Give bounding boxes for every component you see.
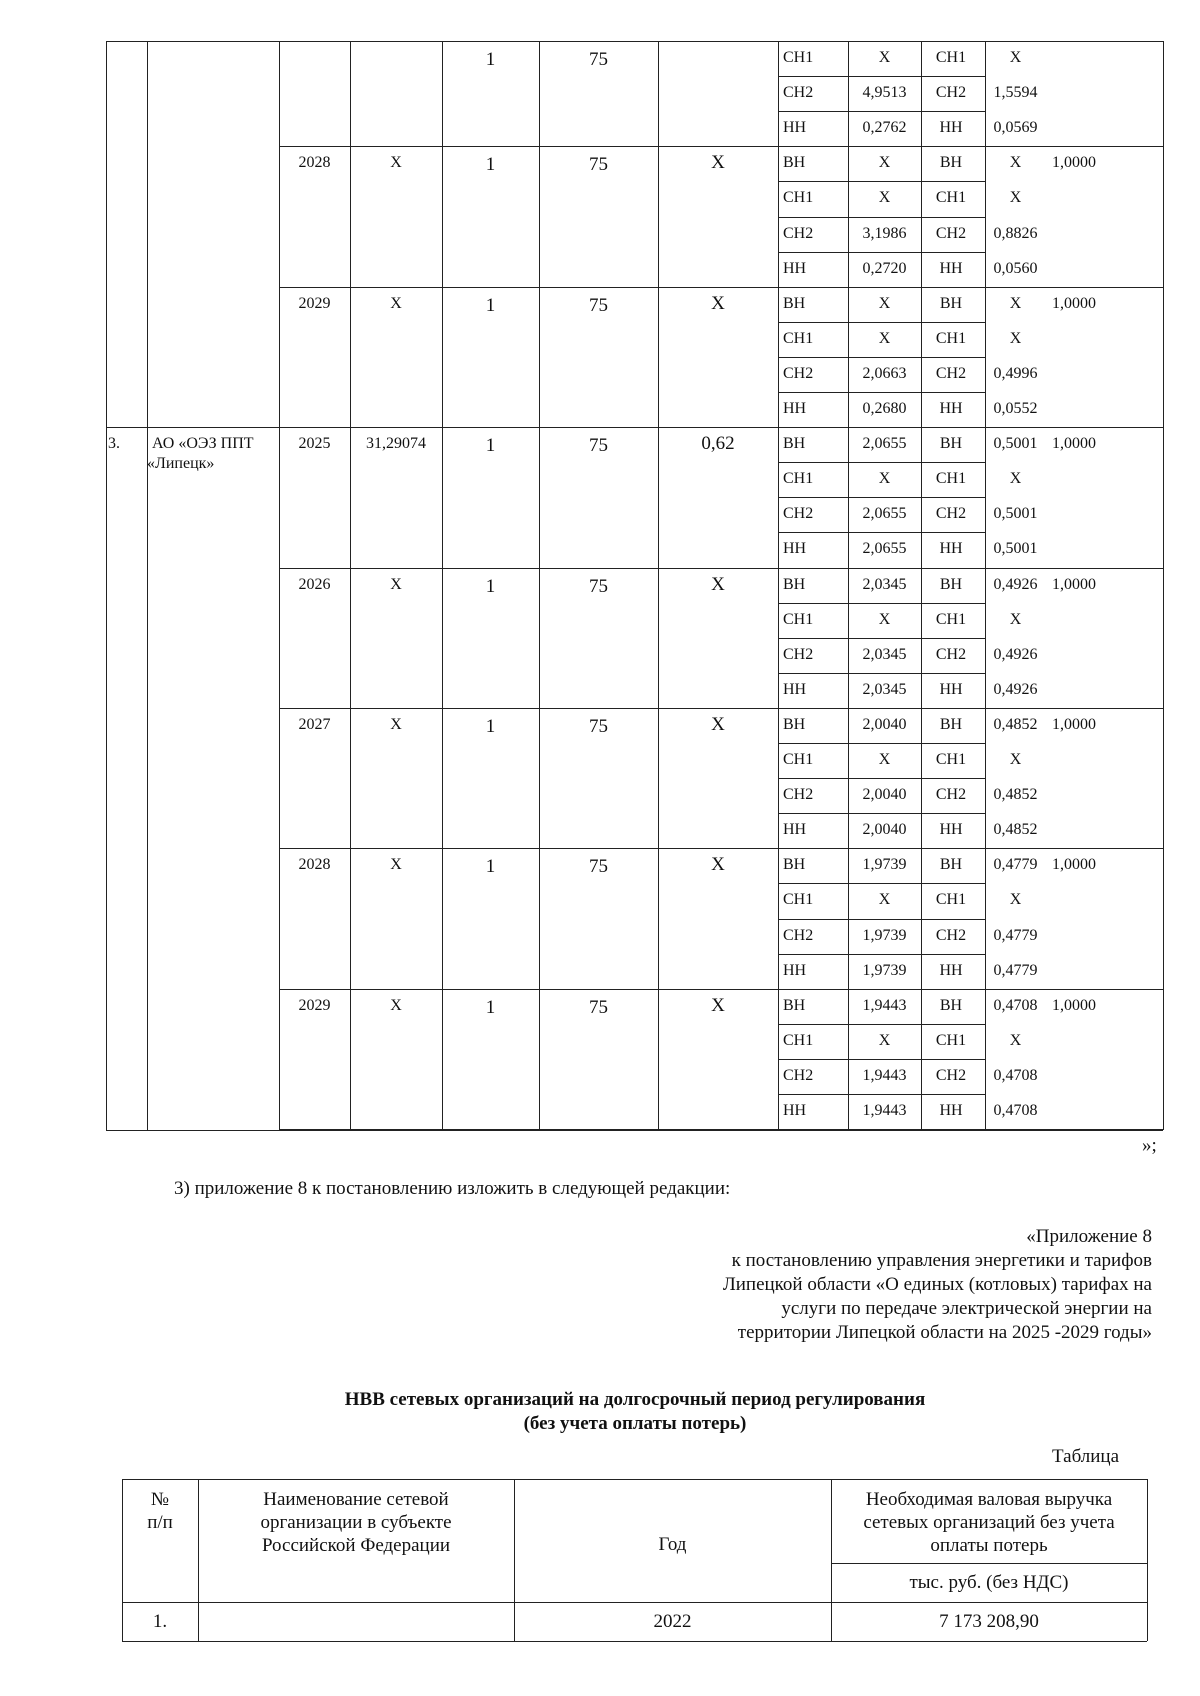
table-rule [778,883,985,884]
coefficient-cell: 1,0000 [1052,294,1096,312]
table-rule [778,497,985,498]
value-cell: 0,62 [701,433,735,455]
value-cell: 75 [589,996,608,1018]
rate-value: X [1009,329,1022,347]
table-rule [778,1094,985,1095]
row-year: 2022 [653,1611,692,1632]
voltage-level: СН1 [783,189,814,207]
rate-value: 2,0663 [862,364,907,382]
table-rule [778,1024,985,1025]
voltage-level: НН [939,680,963,698]
rate-value: 1,9443 [862,1066,907,1084]
voltage-level: СН1 [783,751,814,768]
value-cell: 1 [485,49,496,70]
voltage-level: СН1 [783,329,814,347]
voltage-level: СН2 [935,84,967,102]
rate-value: 2,0345 [862,575,907,593]
rate-value: 2,0040 [862,821,907,839]
table-rule [106,41,1163,42]
year-cell: 2029 [298,996,331,1014]
rate-value: 0,4779 [993,961,1038,979]
voltage-level: НН [939,821,963,839]
rate-value: 4,9513 [862,84,907,102]
table-rule [147,41,148,1130]
voltage-level: СН1 [783,891,814,909]
rate-value: 1,9739 [862,856,907,874]
voltage-level: СН2 [935,786,967,804]
table-rule [778,954,985,955]
org-name: «Липецк» [147,455,215,473]
value-cell: 1 [485,715,496,737]
rate-value: X [1009,189,1022,207]
rate-value: 2,0655 [862,505,907,523]
rate-value: 0,4996 [993,364,1038,382]
voltage-level: ВН [939,715,963,733]
table-rule [778,778,985,779]
table-rule [279,427,1163,428]
table-rule [778,41,779,1130]
rate-value: 2,0040 [862,715,907,733]
rate-value: 1,9739 [862,961,907,979]
year-cell: 2028 [298,154,331,172]
coefficient-cell: 1,0000 [1052,575,1096,593]
voltage-level: НН [939,961,963,979]
rate-value: 0,4708 [993,1102,1038,1119]
voltage-level: ВН [939,856,963,874]
value-cell: X [711,573,725,595]
voltage-level: НН [783,821,807,839]
header-org-name [198,1488,514,1557]
voltage-level: СН1 [935,49,967,66]
value-cell: X [711,854,725,876]
table-rule [778,181,985,182]
rate-value: X [1009,154,1022,172]
voltage-level: НН [783,961,807,979]
rate-value: 1,9443 [862,996,907,1014]
table-rule [778,217,985,218]
year-cell: 2025 [298,435,331,453]
appendix-header [532,1225,1152,1345]
table-rule [279,287,1163,288]
header-nvv-line: Необходимая валовая выручка [865,1489,1113,1510]
table-label: Таблица [1052,1446,1120,1467]
rate-value: 0,5001 [993,435,1038,453]
value-cell: 1 [485,575,496,597]
table-rule [778,813,985,814]
rate-value: X [1009,1031,1022,1049]
header-num-line: № [150,1489,170,1510]
voltage-level: СН1 [783,610,814,628]
voltage-level: НН [939,119,963,137]
voltage-level: СН2 [935,645,967,663]
voltage-level: НН [939,1102,963,1119]
rate-value: X [878,189,891,207]
rate-value: 0,2680 [862,400,907,417]
rate-value: X [878,1031,891,1049]
appendix-header-line: услуги по передаче электрической энергии на [781,1298,1152,1319]
table-rule [778,1059,985,1060]
table-rule [279,568,1163,569]
voltage-level: ВН [939,435,963,453]
org-number: 3. [108,435,120,453]
table-rule [778,252,985,253]
nvv-cell: X [390,856,402,874]
rate-value: 1,9443 [862,1102,907,1119]
voltage-level: СН1 [935,751,967,768]
voltage-level: СН1 [783,1031,814,1049]
table-rule [279,989,1163,990]
coefficient-cell: 1,0000 [1052,435,1096,453]
value-cell: 75 [589,856,608,878]
nvv-cell: 31,29074 [366,435,426,453]
voltage-level: СН2 [783,224,814,242]
voltage-level: НН [939,400,963,417]
rate-value: 0,5001 [993,540,1038,558]
table-rule [106,427,279,428]
value-cell: 75 [589,575,608,597]
voltage-level: НН [783,540,807,558]
rate-value: X [878,329,891,347]
table-rule [778,532,985,533]
rate-value: 0,0552 [993,400,1038,417]
header-org-name-line: Российской Федерации [261,1535,451,1556]
rate-value: 0,8826 [993,224,1038,242]
voltage-level: СН2 [783,926,814,944]
voltage-level: ВН [783,575,806,593]
table-rule [778,462,985,463]
amendment-text: 3) приложение 8 к постановлению изложить в следующей редакции: [174,1178,731,1199]
rate-value: X [878,470,891,488]
voltage-level: СН2 [783,645,814,663]
nvv-cell: X [390,996,402,1014]
appendix-header-line: к постановлению управления энергетики и тарифов [731,1250,1152,1271]
value-cell: 1 [485,294,496,316]
table-rule [279,146,1163,147]
document-title: НВВ сетевых организаций на долгосрочный период регулирования [344,1389,926,1410]
table-rule [778,603,985,604]
header-year: Год [658,1534,687,1555]
table-rule [778,357,985,358]
rate-value: 2,0345 [862,680,907,698]
document-subtitle: (без учета оплаты потерь) [523,1413,747,1434]
value-cell: 75 [589,435,608,457]
voltage-level: СН2 [935,224,967,242]
rate-value: X [878,610,891,628]
value-cell: X [711,713,725,735]
nvv-cell: X [390,575,402,593]
rate-value: 0,2762 [862,119,907,137]
appendix-header-line: Липецкой области «О единых (котловых) тарифах на [722,1274,1152,1295]
table-rule [279,708,1163,709]
rate-value: 3,1986 [862,224,907,242]
value-cell: X [711,292,725,314]
org-name: АО «ОЭЗ ППТ [152,435,254,453]
voltage-level: ВН [783,996,806,1014]
rate-value: X [1009,751,1022,768]
header-nvv-line: сетевых организаций без учета [863,1512,1115,1533]
rate-value: X [878,751,891,768]
table-rule [1163,41,1164,1130]
rate-value: 0,4852 [993,715,1038,733]
rate-value: 0,4708 [993,1066,1038,1084]
row-num: 1. [152,1611,168,1632]
rate-value: 0,0569 [993,119,1038,137]
voltage-level: ВН [939,996,963,1014]
nvv-cell: X [390,154,402,172]
coefficient-cell: 1,0000 [1052,154,1096,172]
appendix-header-line: территории Липецкой области на 2025 -2029 годы» [737,1322,1152,1343]
voltage-level: СН2 [783,84,814,102]
voltage-level: СН2 [783,505,814,523]
voltage-level: ВН [783,715,806,733]
rate-value: 1,5594 [993,84,1038,102]
rate-value: 0,4926 [993,645,1038,663]
coefficient-cell: 1,0000 [1052,996,1096,1014]
value-cell: 75 [589,49,608,70]
rate-value: 0,0560 [993,259,1038,277]
value-cell: 1 [485,856,496,878]
nvv-cell: X [390,715,402,733]
voltage-level: ВН [783,154,806,172]
voltage-level: ВН [783,856,806,874]
rate-value: 0,4779 [993,926,1038,944]
rate-value: 2,0655 [862,540,907,558]
row-nvv-value: 7 173 208,90 [939,1611,1039,1632]
voltage-level: СН2 [935,364,967,382]
rate-value: 0,4708 [993,996,1038,1014]
closing-quote: »; [1142,1135,1157,1156]
table-rule [778,322,985,323]
rate-value: 2,0655 [862,435,907,453]
coefficient-cell: 1,0000 [1052,856,1096,874]
table-rule [778,111,985,112]
header-org-name-line: Наименование сетевой [263,1489,449,1510]
table-rule [778,76,985,77]
voltage-level: СН1 [935,1031,967,1049]
voltage-level: СН1 [935,891,967,909]
rate-value: X [878,891,891,909]
rate-value: X [878,294,891,312]
voltage-level: НН [783,259,807,277]
voltage-level: СН2 [935,926,967,944]
value-cell: 75 [589,294,608,316]
value-cell: 1 [485,996,496,1018]
rate-value: 0,4926 [993,680,1038,698]
rate-value: X [1009,470,1022,488]
voltage-level: ВН [939,154,963,172]
rate-value: X [878,154,891,172]
rate-value: X [1009,610,1022,628]
voltage-level: СН1 [935,189,967,207]
year-cell: 2026 [298,575,331,593]
table-rule [778,919,985,920]
rate-value: 0,4779 [993,856,1038,874]
rate-value: 0,5001 [993,505,1038,523]
header-num-line: п/п [147,1512,173,1533]
year-cell: 2027 [298,715,331,733]
rate-value: 2,0345 [862,645,907,663]
table-rule [279,1129,1163,1130]
table-rule [778,673,985,674]
voltage-level: НН [939,540,963,558]
voltage-level: ВН [783,294,806,312]
table-rule [106,1130,1163,1131]
coefficient-cell: 1,0000 [1052,715,1096,733]
year-cell: 2028 [298,856,331,874]
voltage-level: НН [783,680,807,698]
value-cell: 75 [589,154,608,176]
value-cell: X [711,152,725,174]
value-cell: X [711,994,725,1016]
voltage-level: СН1 [783,470,814,488]
voltage-level: СН1 [935,610,967,628]
rate-value: X [1009,294,1022,312]
rate-value: X [878,49,891,66]
header-nvv [831,1488,1147,1557]
table-rule [279,848,1163,849]
voltage-level: НН [783,400,807,417]
appendix-header-line: «Приложение 8 [1026,1226,1152,1247]
voltage-level: СН2 [935,1066,967,1084]
nvv-cell: X [390,294,402,312]
voltage-level: СН2 [935,505,967,523]
header-num [122,1488,198,1534]
value-cell: 1 [485,154,496,176]
rate-value: X [1009,49,1022,66]
voltage-level: НН [783,1102,807,1119]
year-cell: 2029 [298,294,331,312]
voltage-level: ВН [939,294,963,312]
rate-value: 0,2720 [862,259,907,277]
table-rule [106,41,107,1130]
rate-value: 1,9739 [862,926,907,944]
rate-value: 0,4852 [993,821,1038,839]
voltage-level: НН [783,119,807,137]
rate-value: 0,4926 [993,575,1038,593]
voltage-level: СН2 [783,786,814,804]
voltage-level: СН1 [783,49,814,66]
voltage-level: ВН [783,435,806,453]
value-cell: 1 [485,435,496,457]
value-cell: 75 [589,715,608,737]
table-rule [778,392,985,393]
rate-value: 0,4852 [993,786,1038,804]
rate-value: 2,0040 [862,786,907,804]
table-rule [778,638,985,639]
voltage-level: СН1 [935,470,967,488]
voltage-level: СН2 [783,364,814,382]
table-rule [778,743,985,744]
voltage-level: ВН [939,575,963,593]
voltage-level: СН2 [783,1066,814,1084]
rate-value: X [1009,891,1022,909]
voltage-level: НН [939,259,963,277]
header-nvv-line: оплаты потерь [930,1535,1048,1556]
header-unit: тыс. руб. (без НДС) [909,1572,1069,1593]
voltage-level: СН1 [935,329,967,347]
header-org-name-line: организации в субъекте [260,1512,452,1533]
